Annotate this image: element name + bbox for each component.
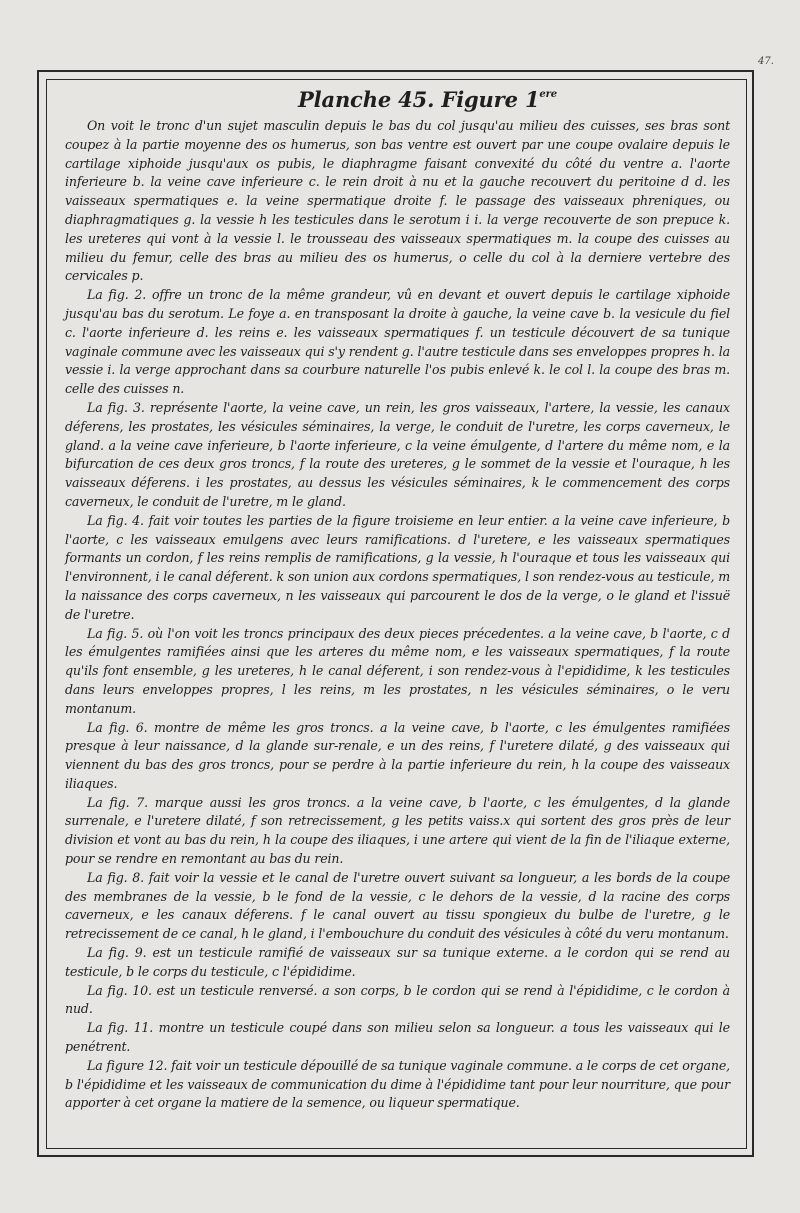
paragraph-figure-10: La fig. 10. est un testicule renversé. a son corps, b le cordon qui se rend à l'épididime, c le cordon à nud. — [65, 982, 730, 1017]
plate-title-superscript: ere — [539, 89, 557, 100]
plate-description — [65, 82, 730, 1113]
paragraph-figure-1: On voit le tronc d'un sujet masculin depuis le bas du col jusqu'au milieu des cuisses, ses bras sont coupez à la partie moyenne des os humerus, son bas ventre est ouvert par une coupe ovalaire depuis le cartilage xiphoide jusqu'aux os pubis, le diaphragme faisant convexité du côté du ventre a. l'aorte inferieure b. la veine cave inferieure c. le rein droit à nu et la gauche recouvert du peritoine d d. les vaisseaux spermatiques e. la veine spermatique droite f. le passage des vaisseaux phreniques, ou diaphragmatiques g. la vessie h les testicules dans le serotum i i. la verge recouverte de son prepuce k. les ureteres qui vont à la vessie l. le trousseau des vaisseaux spermatiques m. la coupe des cuisses au milieu du femur, celle des bras au milieu des os humerus, o celle du col à la derniere vertebre des cervicales p. — [65, 118, 730, 284]
paragraph-figure-12: La figure 12. fait voir un testicule dépouillé de sa tunique vaginale commune. a le corps de cet organe, b l'épididime et les vaisseaux de communication du dime à l'épididime tant pour leur nourriture, que pour apporter à cet organe la matiere de la semence, ou liqueur spermatique. — [65, 1057, 730, 1111]
page-number: 47. — [758, 56, 774, 67]
paragraph-figure-3: La fig. 3. représente l'aorte, la veine cave, un rein, les gros vaisseaux, l'artere, la vessie, les canaux déferens, les prostates, les vésicules séminaires, la verge, le conduit de l'uretre, les corps caverneux, le gland. a la veine cave inferieure, b l'aorte inferieure, c la veine émulgente, d l'artere du même nom, e la bifurcation de ces deux gros troncs, f la route des ureteres, g le sommet de la vessie et l'ouraque, h les vaisseaux déferens. i les prostates, au dessus les vésicules séminaires, k le commencement des corps caverneux, le conduit de l'uretre, m le gland. — [65, 399, 730, 509]
paragraph-figure-5: La fig. 5. où l'on voit les troncs principaux des deux pieces précedentes. a la veine cave, b l'aorte, c d les émulgentes ramifiées ainsi que les arteres du même nom, e les vaisseaux spermatiques, f la route qu'ils font ensemble, g les ureteres, h le canal déferent, i son rendez-vous à l'epididime, k les testicules dans leurs enveloppes propres, l les reins, m les prostates, n les vésicules séminaires, o le veru montanum. — [65, 625, 730, 716]
paragraph-figure-8: La fig. 8. fait voir la vessie et le canal de l'uretre ouvert suivant sa longueur, a les bords de la coupe des membranes de la vessie, b le fond de la vessie, c le dehors de la vessie, d la racine des corps caverneux, e les canaux déferens. f le canal ouvert au tissu spongieux du bulbe de l'uretre, g le retrecissement de ce canal, h le gland, i l'embouchure du conduit des vésicules à côté du veru montanum. — [65, 869, 730, 942]
paragraph-figure-7: La fig. 7. marque aussi les gros troncs. a la veine cave, b l'aorte, c les émulgentes, d la glande surrenale, e l'uretere dilaté, f son retrecissement, g les petits vaiss.x qui sortent des gros près de leur division et vont au bas du rein, h la coupe des iliaques, i une artere qui vient de la fin de l'iliaque externe, pour se rendre en remontant au bas du rein. — [65, 794, 730, 867]
paragraph-figure-11: La fig. 11. montre un testicule coupé dans son milieu selon sa longueur. a tous les vaisseaux qui le penétrent. — [65, 1020, 730, 1055]
paragraph-figure-4: La fig. 4. fait voir toutes les parties de la figure troisieme en leur entier. a la veine cave inferieure, b l'aorte, c les vaisseaux emulgens avec leurs ramifications. d l'uretere, e les vaisseaux spermatiques formants un cordon, f les reins remplis de ramifications, g la vessie, h l'ouraque et tous les vaisseaux qui l'environnent, i le canal déferent. k son union aux cordons spermatiques, l son rendez-vous au testicule, m la naissance des corps caverneux, n les vaisseaux qui parcourent le dos de la verge, o le gland et l'issuë de l'uretre. — [65, 512, 730, 622]
paragraph-figure-2: La fig. 2. offre un tronc de la même grandeur, vû en devant et ouvert depuis le cartilage xiphoide jusqu'au bas du serotum. Le foye a. en transposant la droite à gauche, la veine cave b. la vesicule du fiel c. l'aorte inferieure d. les reins e. les vaisseaux spermatiques f. un testicule découvert de sa tunique vaginale commune avec les vaisseaux qui s'y rendent g. l'autre testicule dans ses enveloppes propres h. la vessie i. la verge approchant dans sa courbure naturelle l'os pubis enlevé k. le col l. la coupe des bras m. celle des cuisses n. — [65, 287, 730, 397]
plate-title-main: Planche 45. Figure 1 — [298, 87, 540, 112]
paragraph-figure-6: La fig. 6. montre de même les gros troncs. a la veine cave, b l'aorte, c les émulgentes ramifiées presque à leur naissance, d la glande sur-renale, e un des reins, f l'uretere dilaté, g des vaisseaux qui viennent du bas des gros troncs, pour se perdre à la partie inferieure du rein, h la coupe des vaisseaux iliaques. — [65, 719, 730, 791]
plate-title — [65, 82, 730, 113]
paragraph-figure-9: La fig. 9. est un testicule ramifié de vaisseaux sur sa tunique externe. a le cordon qui se rend au testicule, b le corps du testicule, c l'épididime. — [65, 945, 730, 979]
